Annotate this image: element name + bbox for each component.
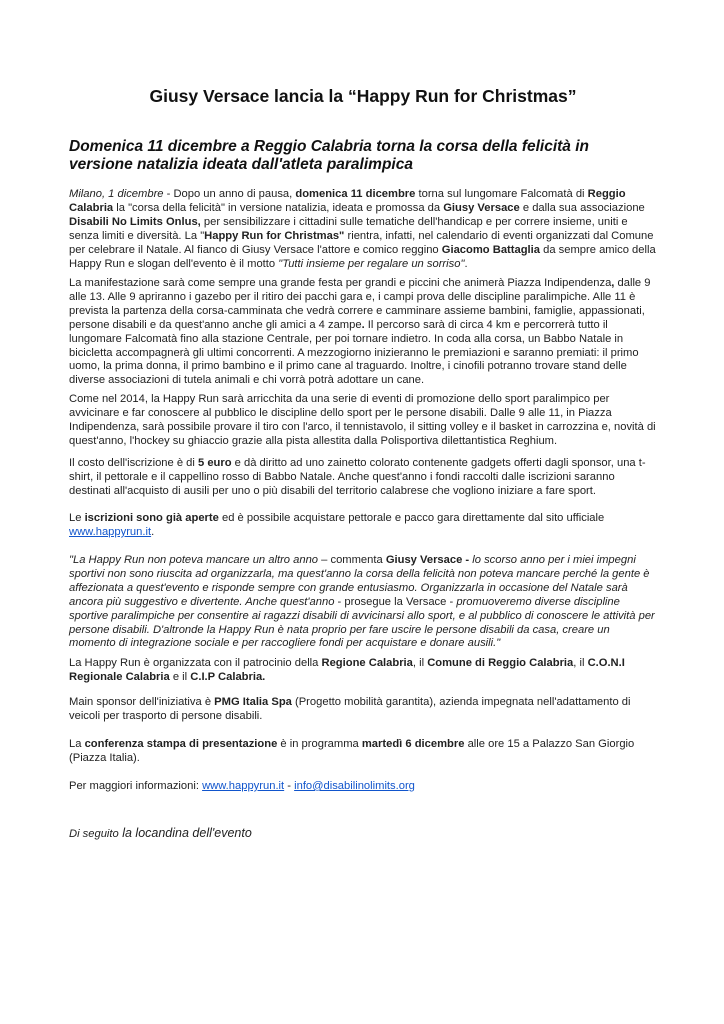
bold-span: conferenza stampa di presentazione: [84, 738, 278, 750]
bold-span: Giacomo Battaglia: [441, 243, 540, 256]
paragraph-patronage: [69, 657, 659, 685]
bold-span: ,: [611, 277, 615, 289]
text-span: - Dopo un anno di pausa,: [163, 188, 296, 200]
text-span: Il costo dell'iscrizione è di: [69, 457, 198, 469]
text-span: e il: [169, 670, 191, 683]
paragraph-intro: [69, 188, 659, 271]
bold-span: PMG Italia Spa: [214, 696, 292, 708]
paragraph-registration: [69, 512, 659, 540]
text-span: per sensibilizzare i cittadini sulle tematiche dell'handicap e per correre insieme, uniti e senza limiti e diversità. La ": [69, 215, 628, 242]
text-span: ed è possibile acquistare pettorale e pacco gara direttamente dal sito ufficiale: [218, 512, 605, 524]
text-span: La manifestazione sarà come sempre una grande festa per grandi e piccini che animerà Piazza Indipendenza: [69, 277, 612, 289]
text-span: Main sponsor dell'iniziativa è: [69, 696, 215, 708]
text-span: è in programma: [277, 738, 362, 750]
bold-span: domenica 11 dicembre: [295, 188, 416, 200]
italic-span: lo scorso anno per i miei impegni sportivi non sono riuscita ad organizzarla, ma quest'anno la corsa della felicità non poteva mancare perché la gente è affezionata a quest'evento e risponde sempre con grande entusiasmo. Organizzarla in occasione del Natale sarà ancora più suggestivo e divertente. Anche quest'anno: [69, 554, 650, 608]
text-span: Per maggiori informazioni:: [69, 780, 203, 792]
text-span: , il: [573, 657, 588, 669]
page-subtitle: Domenica 11 dicembre a Reggio Calabria torna la corsa della felicità in versione natalizia ideata dall'atleta paralimpica: [69, 138, 590, 173]
bold-span: C.O.N.I Regionale Calabria: [69, 657, 625, 683]
bold-span: Giusy Versace: [443, 201, 520, 214]
paragraph-quote: [69, 554, 659, 651]
italic-span: la locandina dell'evento: [118, 826, 252, 840]
bold-span: Regione Calabria: [321, 657, 413, 669]
bold-span: Disabili No Limits Onlus,: [69, 215, 201, 228]
text-span: la "corsa della felicità" in versione natalizia, ideata e promossa da: [113, 201, 444, 214]
bold-span: 5 euro: [197, 457, 232, 469]
italic-span: Di seguito: [69, 828, 119, 840]
text-span: La: [69, 738, 85, 750]
text-span: Le: [69, 512, 85, 524]
italic-span: "La Happy Run non poteva mancare un altro anno: [69, 554, 319, 566]
paragraph-event: [69, 277, 659, 388]
text-span: (Progetto mobilità garantita), azienda impegnata nell'adattamento di veicoli per trasporto di persone disabili.: [69, 696, 631, 722]
paragraph-cost: [69, 457, 659, 499]
bold-span: iscrizioni sono già aperte: [84, 512, 219, 524]
text-span: – commenta: [318, 554, 386, 566]
text-span: dalle 9 alle 13. Alle 9 apriranno i gazebo per il ritiro dei pacchi gara e, i campi prova delle discipline paralimpiche. Alle 11 è prevista la partenza della corsa-camminata che vedrà correre e camminare assieme bambini, famiglie, appassionati, persone disabili e da quest'anno anche gli amici a 4 zampe: [69, 277, 651, 331]
text-span: , il: [412, 657, 428, 669]
bold-span: C.I.P Calabria.: [190, 670, 266, 683]
text-span: .: [151, 525, 155, 538]
dateline: Milano, 1 dicembre: [69, 188, 164, 200]
text-span: .: [464, 257, 468, 270]
bold-span: Comune di Reggio Calabria: [427, 657, 574, 669]
paragraph-conference: [69, 738, 659, 766]
paragraph-info: [69, 780, 659, 794]
text-span: La Happy Run è organizzata con il patrocinio della: [69, 657, 322, 669]
text-span: -: [284, 780, 295, 792]
paragraph-sports: Come nel 2014, la Happy Run sarà arricchita da una serie di eventi di promozione dello sport paralimpico per avvicinare e far conoscere al pubblico le discipline dello sport per le persone disabili. Dalle 9 alle 11, in Piazza Indipendenza, sarà possibile provare il tiro con l'arco, il tennistavolo, il sitting volley e il basket in carrozzina e, novità di quest'anno, l'hockey su ghiaccio grazie alla pista allestita dalla Polisportiva dilettantistica Reghium.: [69, 393, 656, 447]
text-span: e dà diritto ad uno zainetto colorato contenente gadgets offerti dagli sponsor, una t-shirt, il pettorale e il cappellino rosso di Babbo Natale. Anche quest'anno i fondi raccolti dalle iscrizioni saranno destinati all'acquisto di ausili per uno o più disabili del territorio calabrese che vogliono iniziare a fare sport.: [69, 457, 646, 497]
paragraph-sponsor: [69, 696, 659, 724]
text-span: - prosegue la Versace -: [334, 595, 457, 608]
happyrun-link[interactable]: www.happyrun.it: [69, 525, 152, 538]
text-span: alle ore 15 a Palazzo San Giorgio (Piazza Italia).: [69, 738, 635, 764]
paragraph-poster-note: [69, 827, 659, 842]
text-span: rientra, infatti, nel calendario di eventi organizzati dal Comune per celebrare il Natale. Al fianco di Giusy Versace l'attore e comico reggino: [69, 229, 654, 256]
italic-span: "Tutti insieme per regalare un sorriso": [278, 257, 465, 270]
bold-span: Reggio Calabria: [69, 188, 626, 214]
bold-span: Happy Run for Christmas": [204, 229, 345, 242]
happyrun-info-link[interactable]: www.happyrun.it: [202, 780, 285, 792]
italic-span: promuoveremo diverse discipline sportive paralimpiche per consentire ai ragazzi disabili di avvicinarsi allo sport, e al pubblico di conoscere le attività per persone disabili. D'altronde la Happy Run è nata proprio per fare uscire le persone disabili da casa, creare un momento di integrazione sociale e per raccogliere fondi per acquistare e donare ausili.": [69, 595, 655, 650]
bold-span: Giusy Versace -: [385, 554, 470, 566]
text-span: da sempre amico della Happy Run e slogan dell'evento è il motto: [69, 243, 656, 270]
bold-span: martedì 6 dicembre: [361, 738, 465, 750]
email-link[interactable]: info@disabilinolimits.org: [294, 780, 415, 792]
page-title: Giusy Versace lancia la “Happy Run for Christmas”: [149, 86, 577, 106]
text-span: Il percorso sarà di circa 4 km e percorrerà tutto il lungomare Falcomatà fino alla stazione Centrale, per poi tornare indietro. In coda alla corsa, un Babbo Natale in bicicletta accompagnerà gli ultimi concorrenti. A mezzogiorno inizieranno le premiazioni e saranno premiati: il primo uomo, la prima donna, il primo bambino e il primo cane al traguardo. Inoltre, i cinofili potranno trovare stand delle diverse associazioni di tutela animali e chi vorrà potrà adottare un cane.: [69, 318, 639, 387]
bold-span: .: [361, 318, 365, 331]
text-span: torna sul lungomare Falcomatà di: [415, 188, 588, 200]
text-span: e dalla sua associazione: [519, 201, 645, 214]
